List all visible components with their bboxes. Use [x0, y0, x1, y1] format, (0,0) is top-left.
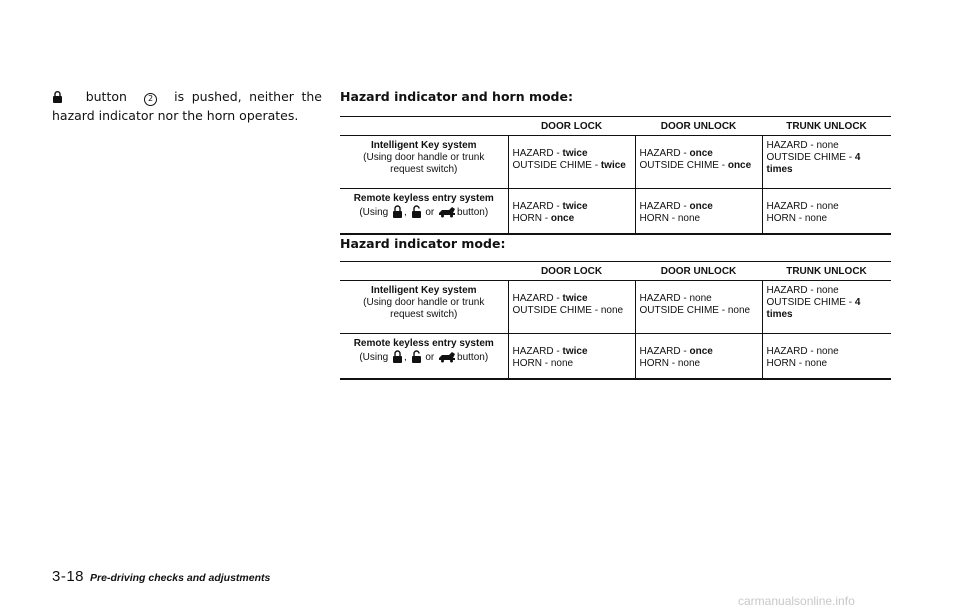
col-header-door-unlock: DOOR UNLOCK: [635, 117, 762, 136]
section-title: Pre-driving checks and adjustments: [90, 572, 271, 584]
page-footer: [52, 568, 270, 586]
cell-trunk-unlock: HAZARD - none HORN - none: [762, 334, 891, 380]
intro-word-button: button: [85, 89, 127, 104]
intro-text: is pushed, neither the hazard indicator nor the horn operates.: [52, 89, 322, 123]
table-header-row: [340, 117, 891, 136]
watermark: carmanualsonline.info: [738, 594, 855, 608]
cell-door-lock: HAZARD - twice OUTSIDE CHIME - none: [508, 281, 635, 334]
cell-door-unlock: HAZARD - none OUTSIDE CHIME - none: [635, 281, 762, 334]
cell-door-lock: HAZARD - twice OUTSIDE CHIME - twice: [508, 136, 635, 189]
hazard-table: [340, 261, 891, 380]
circled-number: 2: [144, 93, 157, 106]
row-header-intelligent-key: Intelligent Key system (Using door handle or trunk request switch): [340, 136, 508, 189]
cell-trunk-unlock: HAZARD - none HORN - none: [762, 189, 891, 235]
row-header-remote-keyless: Remote keyless entry system (Using , or button): [340, 189, 508, 235]
lock-icon: [392, 205, 403, 222]
table-header-row: [340, 262, 891, 281]
cell-trunk-unlock: HAZARD - none OUTSIDE CHIME - 4 times: [762, 136, 891, 189]
lock-icon: [392, 350, 403, 367]
table-row: [340, 136, 891, 189]
table-row: [340, 334, 891, 380]
table-row: [340, 281, 891, 334]
row-header-remote-keyless: Remote keyless entry system (Using , or button): [340, 334, 508, 380]
unlock-icon: [411, 205, 422, 222]
hazard-horn-table: [340, 116, 891, 235]
trunk-icon: [438, 206, 456, 222]
lock-icon: [52, 90, 63, 107]
intro-paragraph: [52, 88, 322, 124]
cell-door-unlock: HAZARD - once HORN - none: [635, 189, 762, 235]
cell-door-lock: HAZARD - twice HORN - once: [508, 189, 635, 235]
col-header-door-lock: DOOR LOCK: [508, 117, 635, 136]
cell-door-lock: HAZARD - twice HORN - none: [508, 334, 635, 380]
section-heading-hazard: Hazard indicator mode:: [340, 236, 506, 251]
cell-trunk-unlock: HAZARD - none OUTSIDE CHIME - 4 times: [762, 281, 891, 334]
page-number: 3-18: [52, 568, 85, 585]
cell-door-unlock: HAZARD - once OUTSIDE CHIME - once: [635, 136, 762, 189]
table-row: [340, 189, 891, 235]
row-header-intelligent-key: Intelligent Key system (Using door handle or trunk request switch): [340, 281, 508, 334]
trunk-icon: [438, 351, 456, 367]
cell-door-unlock: HAZARD - once HORN - none: [635, 334, 762, 380]
section-heading-hazard-horn: Hazard indicator and horn mode:: [340, 89, 573, 104]
unlock-icon: [411, 350, 422, 367]
col-header-trunk-unlock: TRUNK UNLOCK: [762, 117, 891, 136]
col-header-trunk-unlock: TRUNK UNLOCK: [762, 262, 891, 281]
col-header-door-unlock: DOOR UNLOCK: [635, 262, 762, 281]
col-header-door-lock: DOOR LOCK: [508, 262, 635, 281]
